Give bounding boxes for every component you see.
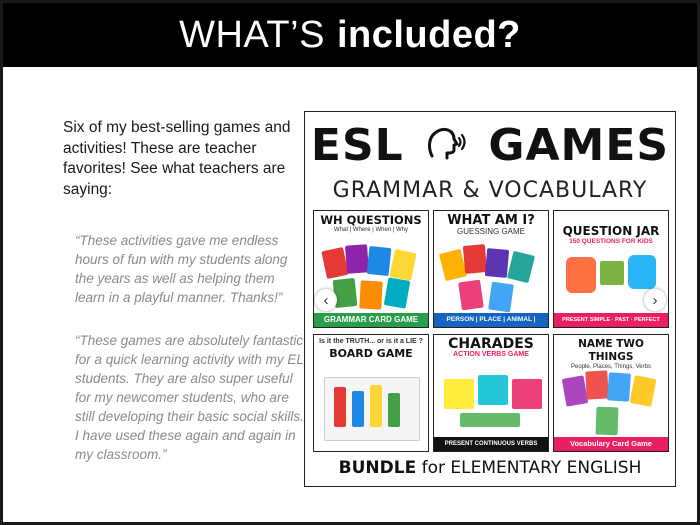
card-title: BOARD GAME xyxy=(329,347,413,360)
product-card-charades xyxy=(433,334,549,452)
intro-text: Six of my best-selling games and activities! These are teacher favorites! See what teachers are saying: xyxy=(63,119,291,198)
product-title xyxy=(305,120,675,171)
card-band: Vocabulary Card Game xyxy=(554,437,668,451)
header-bar xyxy=(3,3,697,67)
testimonial-1: “These activities gave me endless hours of fun with my students along the years as well as helping them learn in a playful manner. Thanks!” xyxy=(75,233,288,305)
bundle-rest: for ELEMENTARY ENGLISH xyxy=(416,458,642,478)
card-subtitle: Is it the TRUTH... or is it a LIE ? xyxy=(319,338,423,345)
bundle-bold: BUNDLE xyxy=(338,458,417,478)
card-band: PRESENT CONTINUOUS VERBS xyxy=(434,437,548,451)
product-card-name-two-things xyxy=(553,334,669,452)
card-title: WHAT AM I? xyxy=(447,213,535,228)
card-band: PRESENT SIMPLE · PAST · PERFECT xyxy=(554,313,668,327)
carousel-next-button[interactable] xyxy=(644,289,666,311)
testimonial-2: “These games are absolutely fantastic for a quick learning activity with my EL students. They are also super useful for my newcomer students, who are still developing their basic social skills. I have used these again and again in my classroom.” xyxy=(75,333,304,462)
card-title: CHARADES xyxy=(448,336,534,352)
card-title: QUESTION JAR xyxy=(562,224,660,238)
card-subtitle: What | Where | When | Why xyxy=(333,227,409,233)
chevron-right-icon: › xyxy=(652,291,658,309)
product-card-wh-questions xyxy=(313,210,429,328)
card-band: GRAMMAR CARD GAME xyxy=(314,313,428,327)
product-image xyxy=(304,111,676,487)
card-subtitle: ACTION VERBS GAME xyxy=(453,351,529,358)
card-art xyxy=(320,371,422,445)
card-title: WH QUESTIONS xyxy=(320,213,422,227)
product-bundle-caption xyxy=(305,458,675,478)
card-art xyxy=(440,369,542,433)
speaking-head-icon xyxy=(424,124,468,164)
product-title-right: GAMES xyxy=(488,120,670,171)
header-title-bold: included? xyxy=(336,13,521,56)
header-title-prefix: WHAT’S xyxy=(179,13,325,56)
chevron-left-icon: ‹ xyxy=(323,291,329,309)
card-art xyxy=(440,241,542,309)
card-subtitle: GUESSING GAME xyxy=(456,227,525,236)
card-title: NAME TWO THINGS xyxy=(578,338,644,363)
product-card-grid xyxy=(313,210,669,454)
card-art xyxy=(560,365,662,433)
card-subtitle: People, Places, Things, Verbs xyxy=(571,364,651,370)
product-card-what-am-i xyxy=(433,210,549,328)
carousel-prev-button[interactable] xyxy=(315,289,337,311)
product-title-left: ESL xyxy=(310,120,404,171)
product-card-board-game xyxy=(313,334,429,452)
left-column xyxy=(63,118,304,462)
card-band: PERSON | PLACE | ANIMAL | xyxy=(434,313,548,327)
product-subtitle: GRAMMAR & VOCABULARY xyxy=(332,178,648,203)
card-subtitle: 150 QUESTIONS FOR KIDS xyxy=(569,238,653,245)
